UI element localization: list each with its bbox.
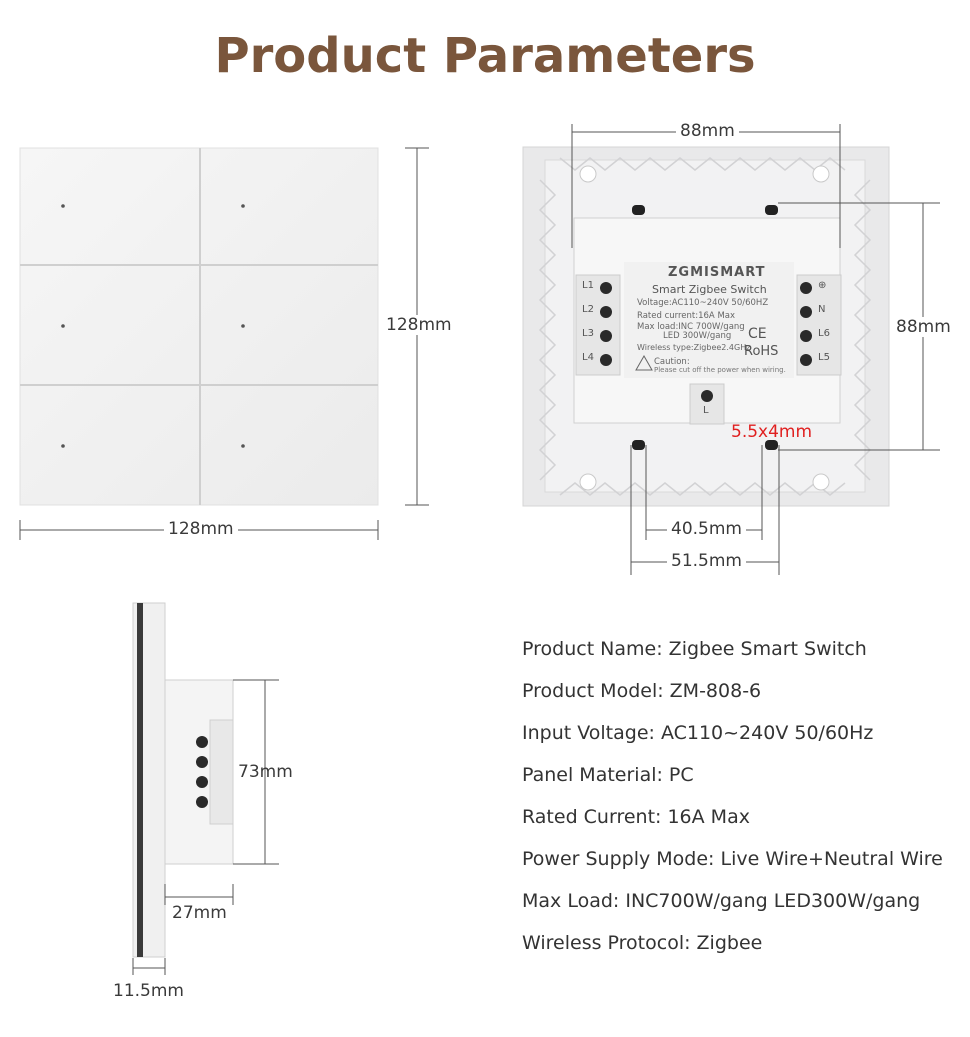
gang-indicator (61, 324, 65, 328)
hole-size-label: 5.5x4mm (731, 422, 813, 442)
rohs-mark: RoHS (744, 344, 779, 359)
gang-indicator (61, 204, 65, 208)
side-depth-dim-line (165, 884, 233, 905)
spec-item: Max Load: INC700W/gang LED300W/gang (522, 890, 921, 912)
back-current: Rated current:16A Max (637, 311, 736, 321)
spec-item: Power Supply Mode: Live Wire+Neutral Wire (522, 848, 943, 870)
spec-item: Rated Current: 16A Max (522, 806, 750, 828)
back-caution: Caution: (654, 357, 690, 367)
side-height-label: 73mm (238, 762, 293, 782)
back-brand: ZGMISMART (668, 265, 766, 280)
terminal-screw-bottom (701, 390, 713, 402)
gang-indicator (241, 204, 245, 208)
mounting-screw-hole (580, 474, 596, 490)
spec-list (522, 634, 962, 970)
side-module-step (210, 720, 233, 824)
back-inner-dim-label: 40.5mm (667, 519, 746, 539)
page-title: Product Parameters (214, 28, 756, 84)
gang-indicator (241, 444, 245, 448)
back-label-title: Smart Zigbee Switch (652, 283, 767, 296)
back-top-dim-label: 88mm (676, 121, 739, 141)
terminal-label: L2 (582, 304, 594, 315)
mounting-slot-top-right (765, 205, 778, 215)
back-max-load: Max load:INC 700W/gang (637, 322, 745, 332)
ce-mark: CE (748, 326, 767, 342)
terminal-label: L1 (582, 280, 594, 291)
terminal-label: N (818, 304, 826, 315)
back-voltage: Voltage:AC110~240V 50/60HZ (637, 298, 769, 308)
side-depth-label: 27mm (172, 903, 227, 923)
gang-indicator (61, 444, 65, 448)
mounting-slot-bottom-left (632, 440, 645, 450)
front-width-label: 128mm (164, 519, 238, 539)
mounting-screw-hole (813, 474, 829, 490)
spec-item: Panel Material: PC (522, 764, 694, 786)
terminal-label: L5 (818, 352, 830, 363)
back-caution-text: Please cut off the power when wiring. (654, 366, 786, 374)
terminal-label-bottom: L (703, 405, 709, 416)
spec-item: Input Voltage: AC110~240V 50/60Hz (522, 722, 874, 744)
terminal-label: ⊕ (818, 280, 827, 291)
spec-item: Product Name: Zigbee Smart Switch (522, 638, 867, 660)
side-panel-label: 11.5mm (113, 981, 184, 1001)
mounting-screw-hole (813, 166, 829, 182)
spec-item: Wireless Protocol: Zigbee (522, 932, 763, 954)
terminal-label: L3 (582, 328, 594, 339)
gang-indicator (241, 324, 245, 328)
mounting-screw-hole (580, 166, 596, 182)
back-wireless: Wireless type:Zigbee2.4GHz (637, 343, 751, 352)
mounting-slot-top-left (632, 205, 645, 215)
terminal-label: L4 (582, 352, 594, 363)
front-height-label: 128mm (382, 315, 456, 335)
spec-item: Product Model: ZM-808-6 (522, 680, 762, 702)
back-outer-dim-label: 51.5mm (667, 551, 746, 571)
terminal-label: L6 (818, 328, 830, 339)
back-right-dim-label: 88mm (892, 317, 955, 337)
back-max-load-led: LED 300W/gang (663, 331, 732, 341)
side-panel-edge (137, 603, 143, 957)
side-panel-dim-line (133, 958, 165, 975)
